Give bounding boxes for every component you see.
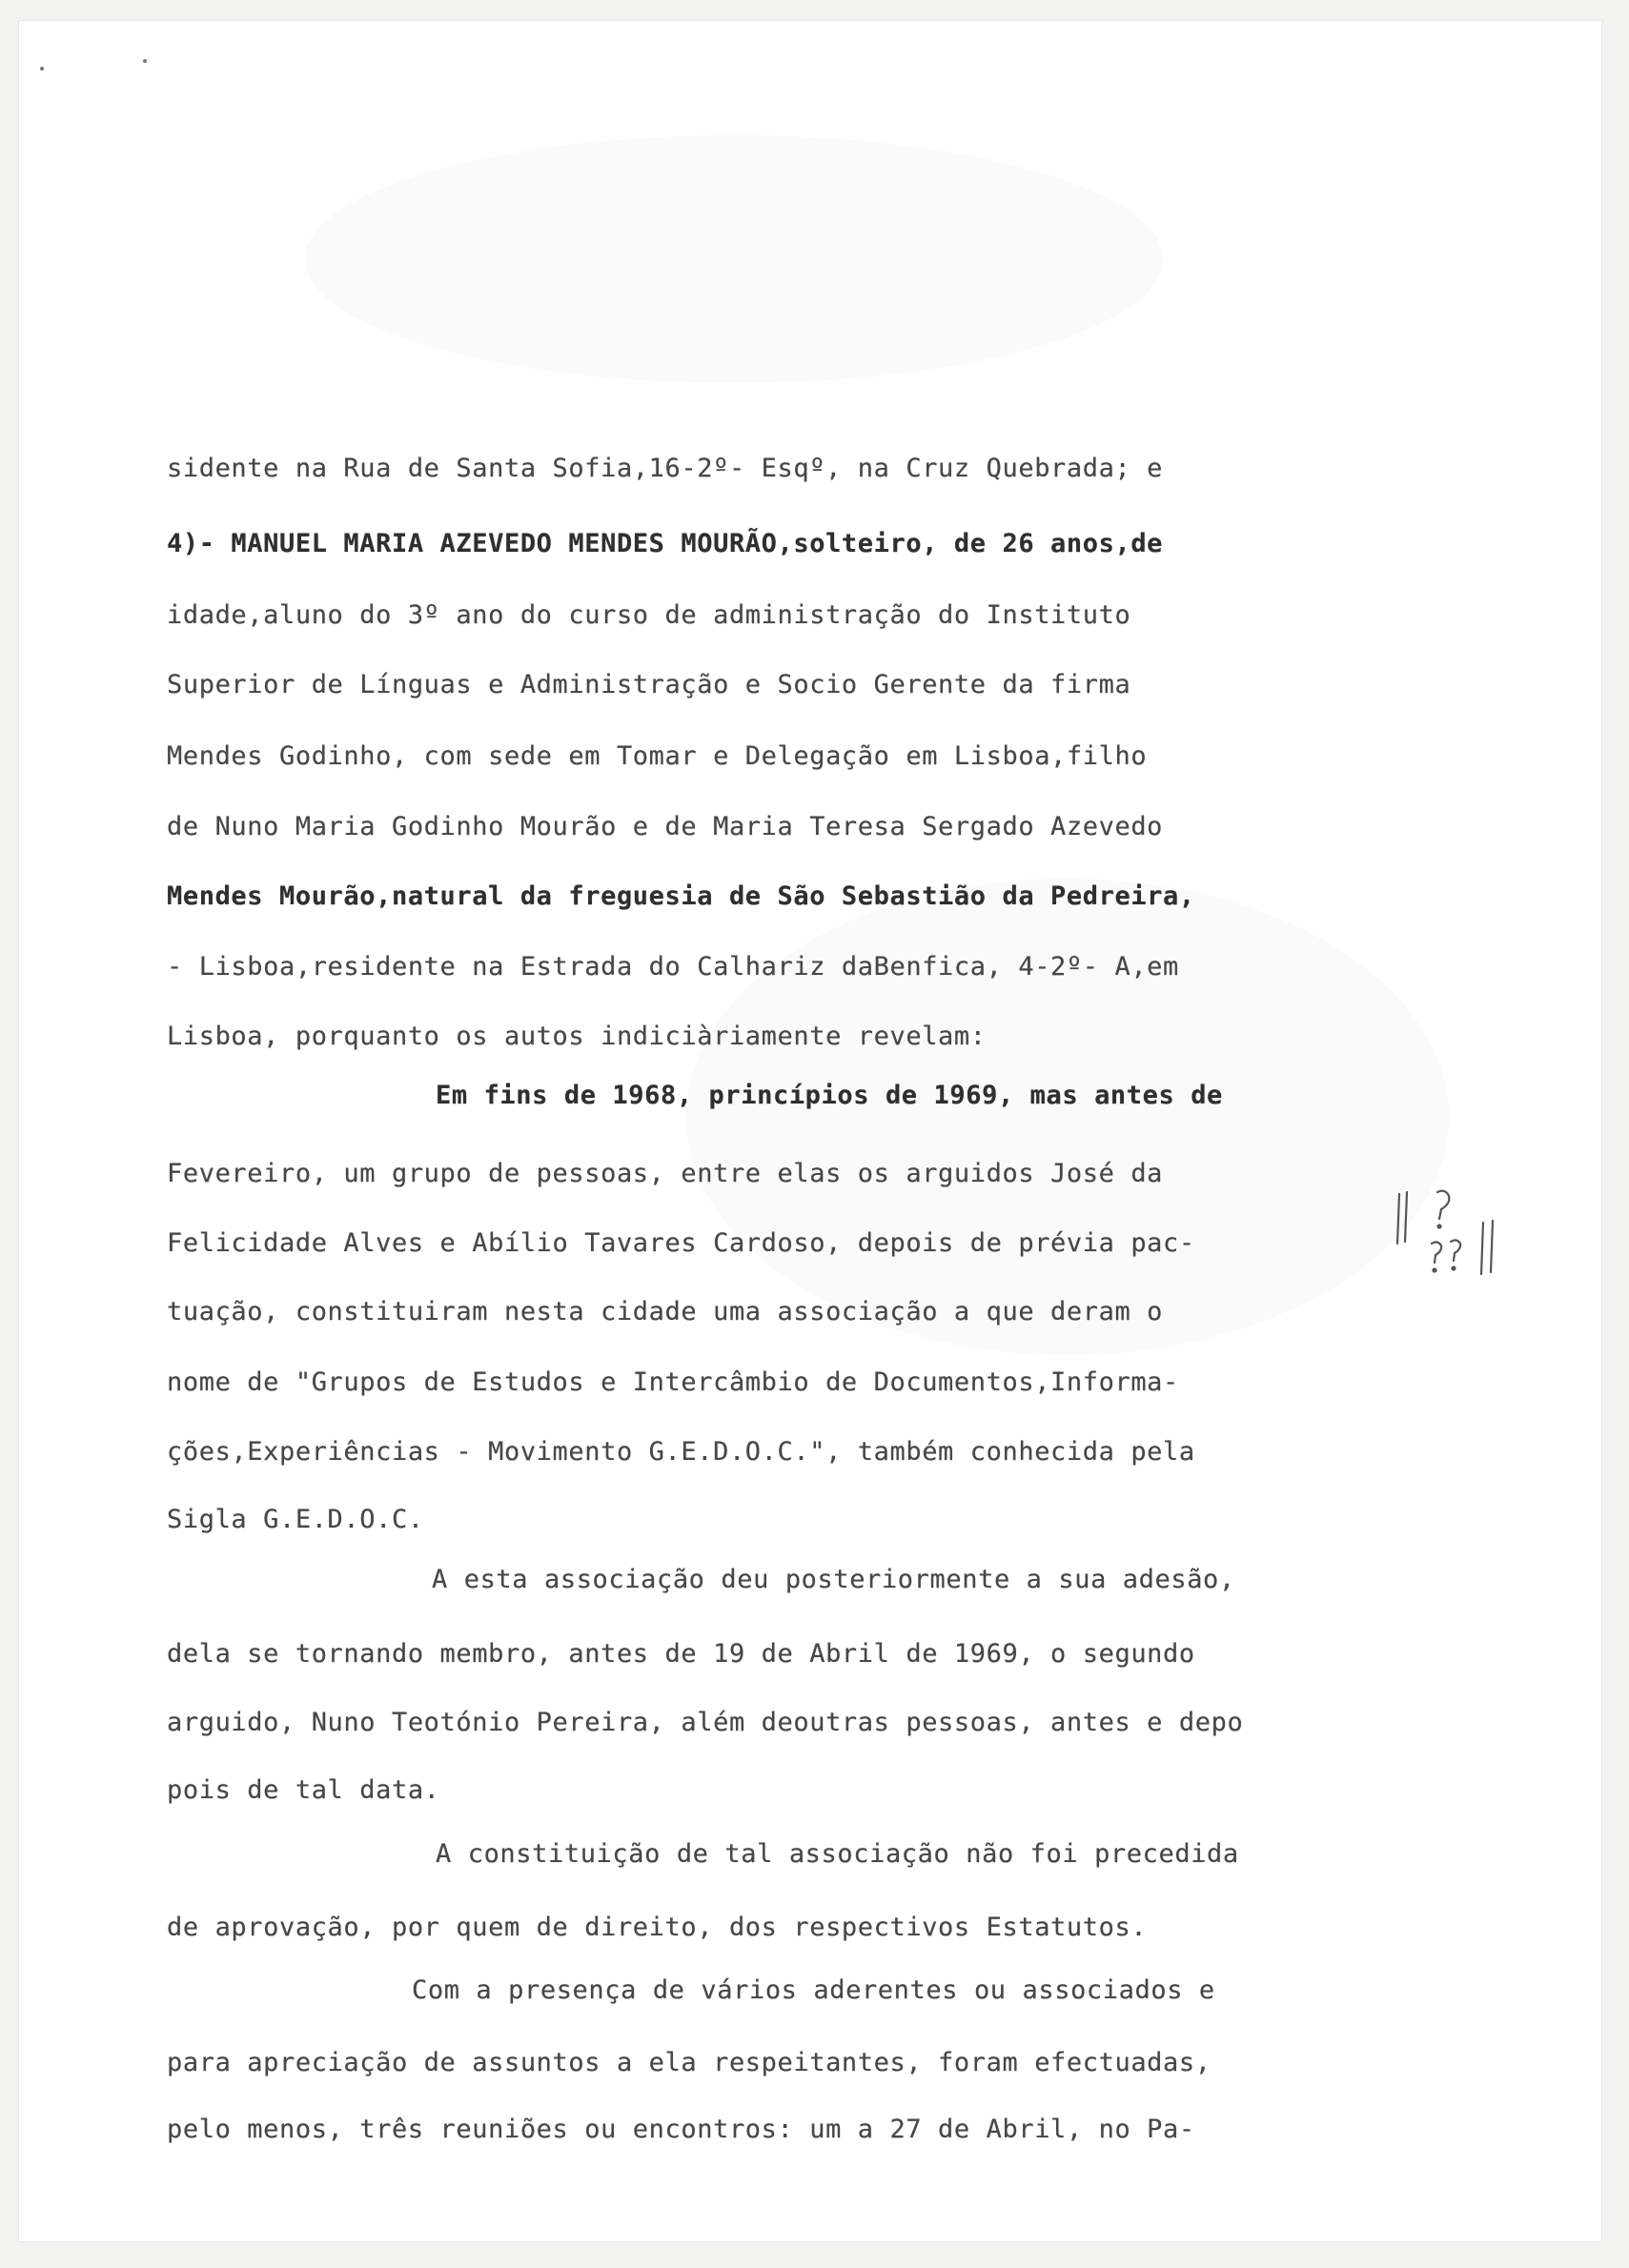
text-line: Mendes Mourão,natural da freguesia de São Sebastião da Pedreira,: [167, 881, 1195, 911]
text-line: tuação, constituiram nesta cidade uma associação a que deram o: [167, 1297, 1164, 1326]
document-page: [19, 21, 1601, 2241]
text-line: Mendes Godinho, com sede em Tomar e Delegação em Lisboa,filho: [167, 741, 1148, 771]
text-line: nome de "Grupos de Estudos e Intercâmbio de Documentos,Informa-: [167, 1367, 1179, 1397]
text-line: de Nuno Maria Godinho Mourão e de Maria Teresa Sergado Azevedo: [167, 812, 1164, 841]
text-line: pois de tal data.: [167, 1775, 440, 1805]
text-line: Lisboa, porquanto os autos indiciàriamente revelam:: [167, 1022, 987, 1051]
text-line: A esta associação deu posteriormente a sua adesão,: [432, 1565, 1235, 1594]
text-line: arguido, Nuno Teotónio Pereira, além deoutras pessoas, antes e depo: [167, 1708, 1244, 1737]
text-line: Felicidade Alves e Abílio Tavares Cardoso, depois de prévia pac-: [167, 1228, 1195, 1258]
text-line: Sigla G.E.D.O.C.: [167, 1505, 424, 1534]
text-line: sidente na Rua de Santa Sofia,16-2º- Esqº, na Cruz Quebrada; e: [167, 454, 1164, 483]
text-line: Fevereiro, um grupo de pessoas, entre elas os arguidos José da: [167, 1159, 1164, 1188]
paper-speck: [40, 67, 44, 71]
text-line: pelo menos, três reuniões ou encontros: um a 27 de Abril, no Pa-: [167, 2115, 1195, 2144]
text-line: A constituição de tal associação não foi precedida: [436, 1839, 1239, 1869]
paper-smudge: [305, 135, 1163, 383]
text-line: - Lisboa,residente na Estrada do Calhariz daBenfica, 4-2º- A,em: [167, 952, 1179, 982]
text-line: ções,Experiências - Movimento G.E.D.O.C.", também conhecida pela: [167, 1437, 1195, 1467]
text-line: dela se tornando membro, antes de 19 de Abril de 1969, o segundo: [167, 1639, 1195, 1669]
text-line: para apreciação de assuntos a ela respeitantes, foram efectuadas,: [167, 2048, 1212, 2077]
text-line: idade,aluno do 3º ano do curso de administração do Instituto: [167, 600, 1131, 630]
text-line: de aprovação, por quem de direito, dos respectivos Estatutos.: [167, 1913, 1148, 1942]
text-line: Com a presença de vários aderentes ou associados e: [412, 1975, 1215, 2005]
handwritten-margin-note: [1392, 1186, 1516, 1291]
text-line: Superior de Línguas e Administração e Socio Gerente da firma: [167, 670, 1131, 699]
paper-smudge: [686, 879, 1449, 1355]
text-line: Em fins de 1968, princípios de 1969, mas antes de: [436, 1081, 1223, 1110]
text-line: 4)- MANUEL MARIA AZEVEDO MENDES MOURÃO,solteiro, de 26 anos,de: [167, 529, 1164, 558]
handwritten-question-marks-icon: [1392, 1186, 1516, 1291]
paper-speck: [143, 59, 147, 63]
